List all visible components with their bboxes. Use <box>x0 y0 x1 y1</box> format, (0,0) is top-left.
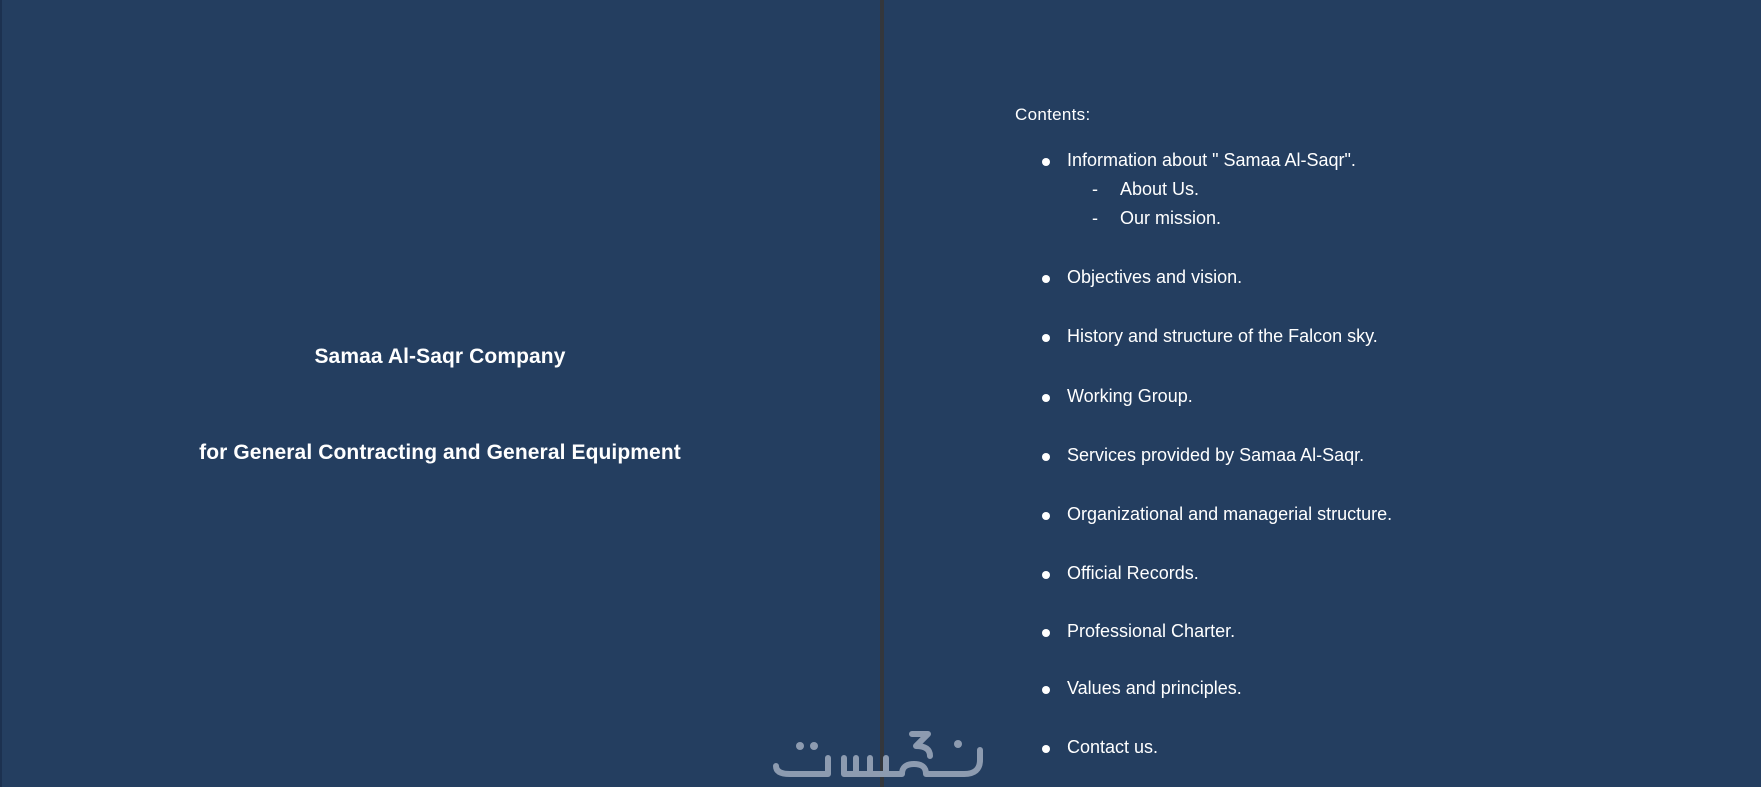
bullet-icon <box>1042 334 1050 342</box>
toc-item-professional-charter: Professional Charter. <box>1067 621 1236 641</box>
watermark-logo <box>770 720 990 780</box>
bullet-icon <box>1042 158 1050 166</box>
dash-marker: - <box>1092 208 1098 228</box>
bullet-icon <box>1042 512 1050 520</box>
bullet-icon <box>1042 275 1050 283</box>
dash-marker: - <box>1092 179 1098 199</box>
toc-item-information: Information about " Samaa Al-Saqr". <box>1067 150 1356 170</box>
contents-heading: Contents: <box>1015 105 1091 124</box>
toc-item-organizational-structure: Organizational and managerial structure. <box>1067 504 1393 524</box>
toc-subitem-about-us: About Us. <box>1120 179 1200 199</box>
cover-page <box>0 0 880 787</box>
page-edge <box>0 0 2 787</box>
toc-item-history: History and structure of the Falcon sky. <box>1067 326 1378 346</box>
cover-title: Samaa Al-Saqr Company <box>314 345 566 368</box>
bullet-icon <box>1042 686 1050 694</box>
bullet-icon <box>1042 394 1050 402</box>
bullet-icon <box>1042 571 1050 579</box>
toc-subitem-our-mission: Our mission. <box>1120 208 1222 228</box>
toc-item-values: Values and principles. <box>1067 678 1242 698</box>
bullet-icon <box>1042 453 1050 461</box>
toc-item-services: Services provided by Samaa Al-Saqr. <box>1067 445 1365 465</box>
bullet-icon <box>1042 745 1050 753</box>
toc-item-official-records: Official Records. <box>1067 563 1199 583</box>
bullet-icon <box>1042 629 1050 637</box>
contents-page <box>884 0 1761 787</box>
cover-subtitle: for General Contracting and General Equipment <box>199 441 681 464</box>
toc-item-objectives: Objectives and vision. <box>1067 267 1243 287</box>
toc-item-contact-us: Contact us. <box>1067 737 1159 757</box>
toc-item-working-group: Working Group. <box>1067 386 1193 406</box>
